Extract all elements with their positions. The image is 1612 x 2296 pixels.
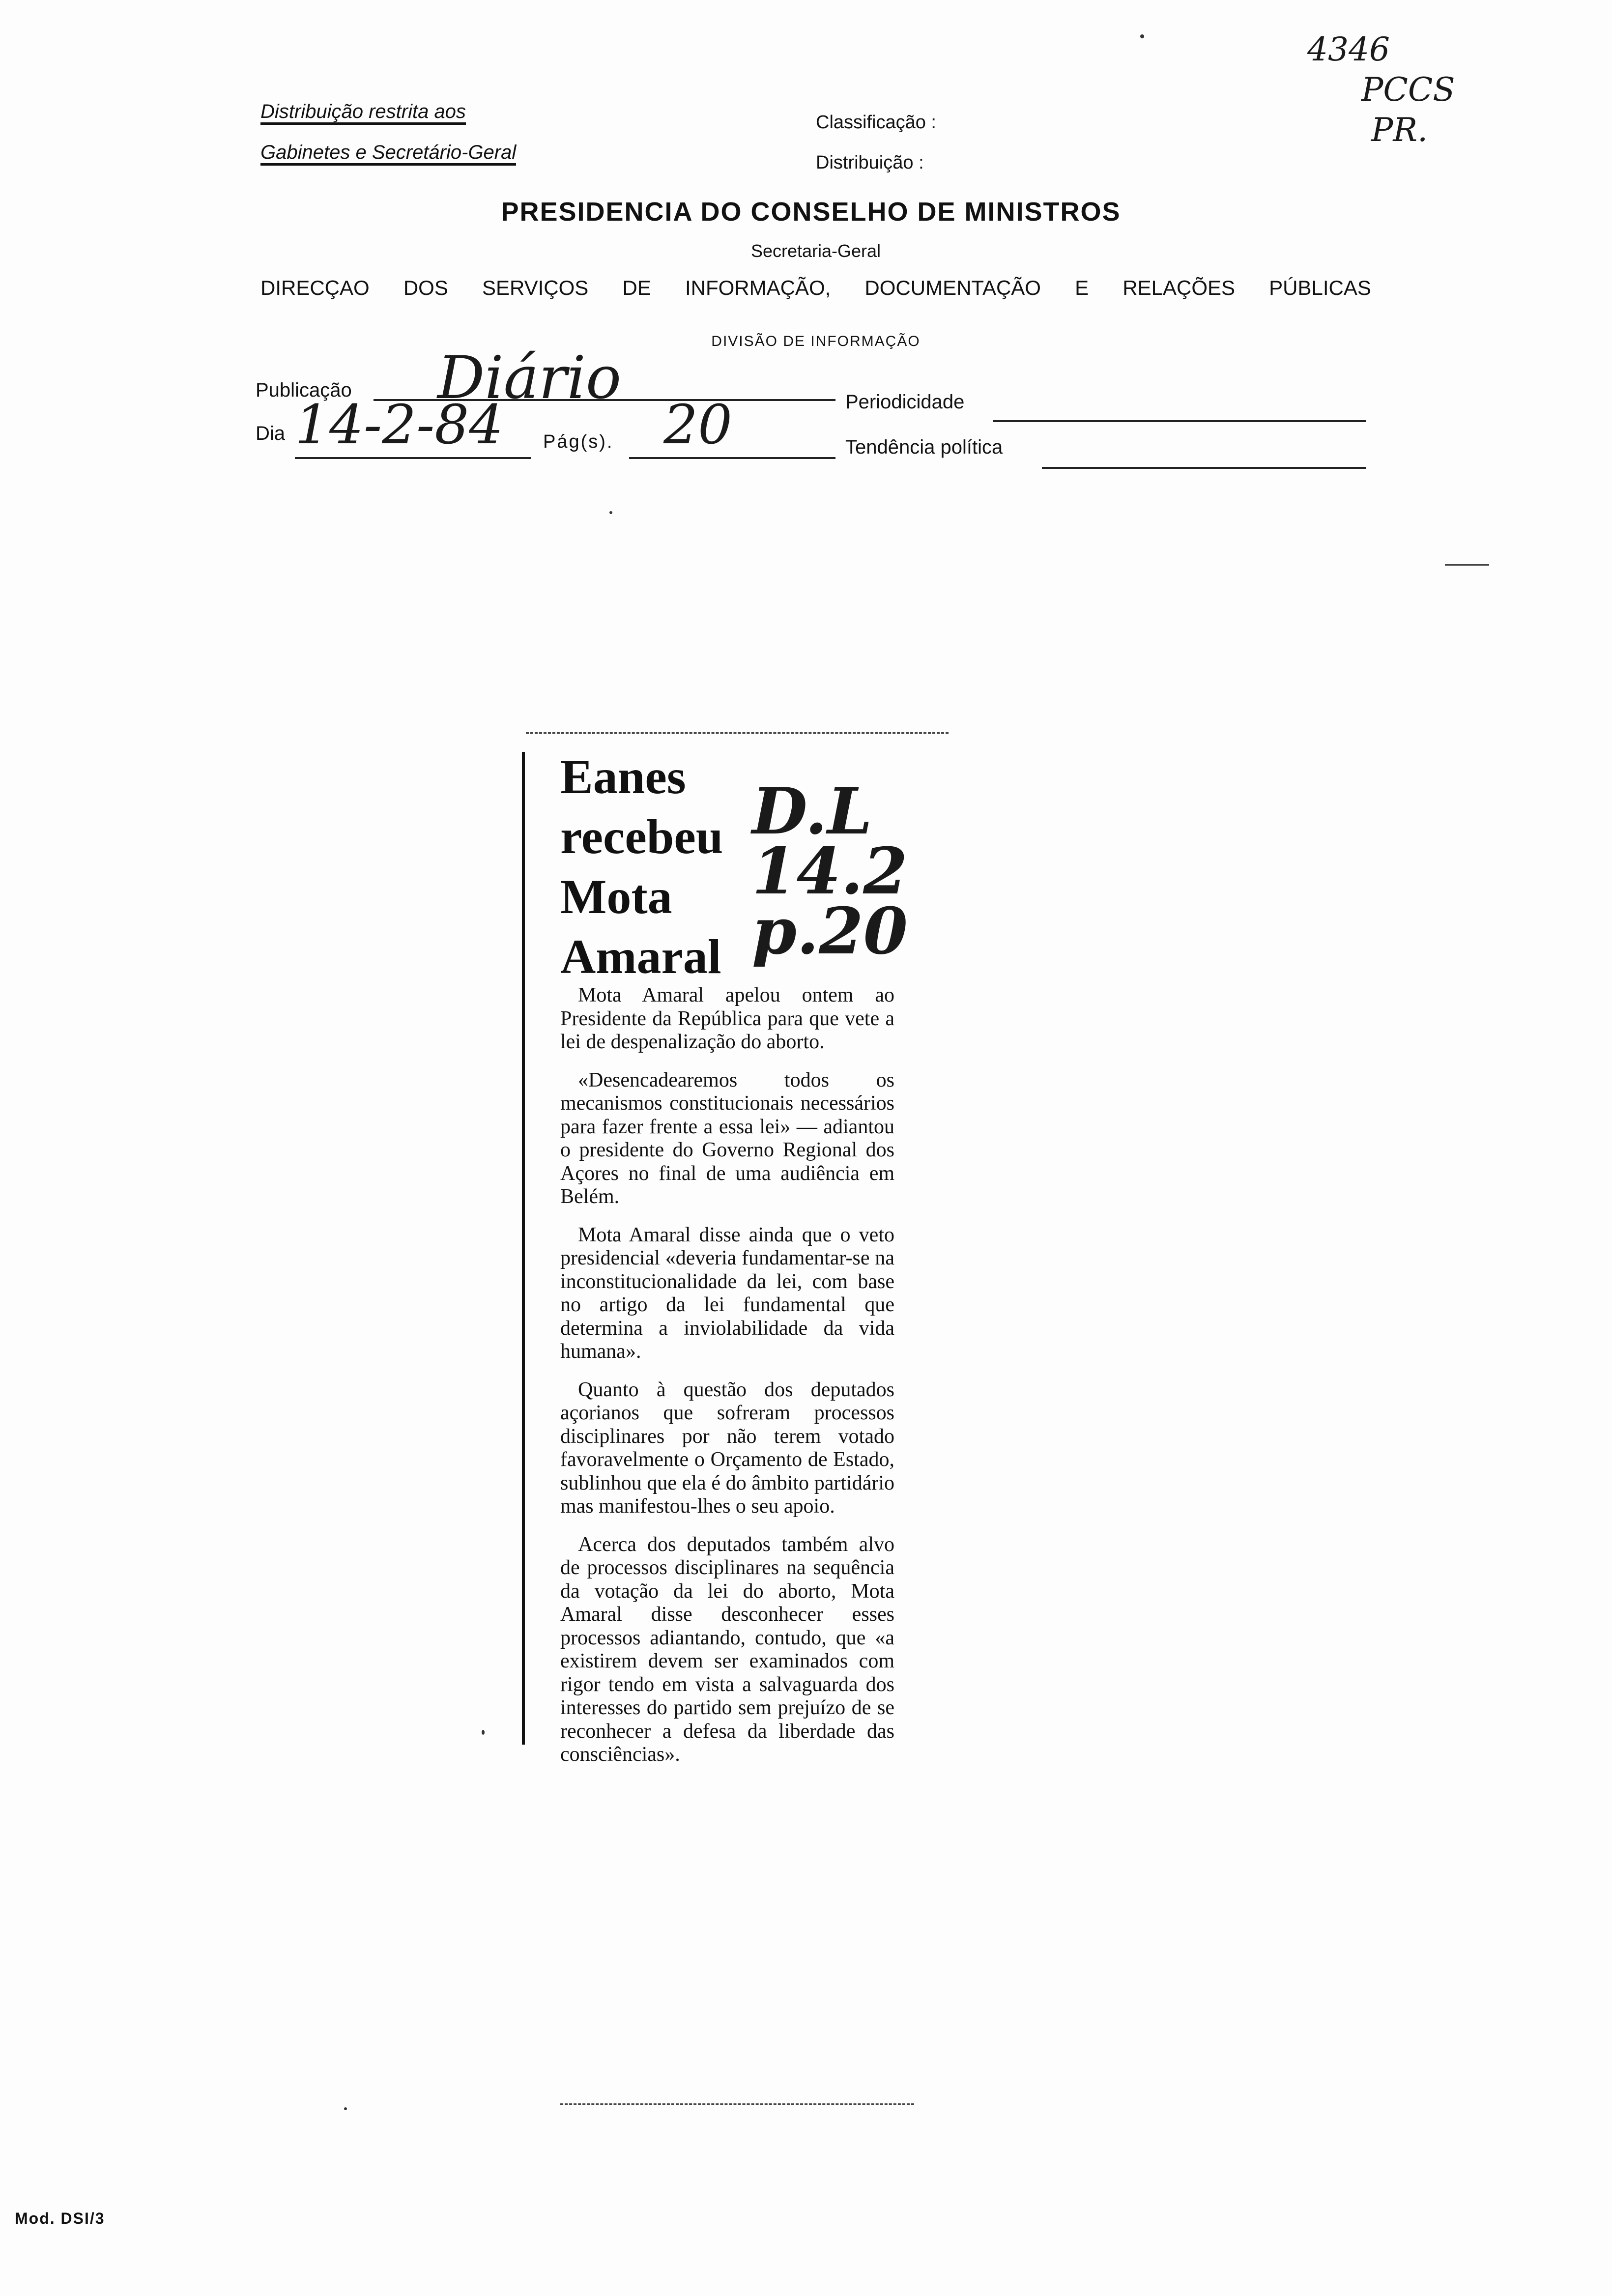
clipping-body <box>560 984 894 1781</box>
directorate-word: INFORMAÇÃO, <box>685 276 831 299</box>
article-paragraph: «Desencadearemos todos os mecanismos constitucionais necessários para fazer frente a essa lei» — adiantou o presidente do Governo Regional dos Açores no final de uma audiência em Belém. <box>560 1068 894 1208</box>
directorate-word: DE <box>622 276 651 299</box>
classification-label: Classificação : <box>816 112 936 133</box>
directorate-word: PÚBLICAS <box>1269 276 1371 299</box>
directorate-word: RELAÇÕES <box>1123 276 1236 299</box>
distribution-label: Distribuição : <box>816 152 924 173</box>
headline-line: recebeu <box>560 809 723 864</box>
handwritten-note-line1: 4346 <box>1307 30 1390 68</box>
handwritten-note-line3: PR. <box>1371 111 1428 149</box>
clipping-ref-line: D.L <box>752 774 872 849</box>
clipping-top-edge <box>526 732 949 734</box>
headline-line: Amaral <box>560 929 721 984</box>
periodicity-field-line <box>993 420 1366 422</box>
directorate-line <box>260 276 1371 300</box>
scan-mark <box>1445 564 1489 566</box>
division-title: DIVISÃO DE INFORMAÇÃO <box>711 333 921 349</box>
article-paragraph: Quanto à questão dos deputados açorianos que sofreram processos disciplinares por não terem votado favoravelmente o Orçamento de Estado, sublinhou que ela é do âmbito partidário mas manifestou-lhes o seu apoio. <box>560 1378 894 1518</box>
scan-speck <box>344 2107 347 2110</box>
clipping-headline <box>560 747 723 987</box>
handwritten-reference-note <box>1307 29 1514 150</box>
institution-title: PRESIDENCIA DO CONSELHO DE MINISTROS <box>501 197 1121 227</box>
tendency-field-line <box>1042 467 1366 469</box>
pages-field-line <box>629 457 835 459</box>
article-paragraph: Acerca dos deputados também alvo de processos disciplinares na sequência da votação da lei do aborto, Mota Amaral disse desconhecer esses processos adiantando, contudo, que «a existirem devem ser examinados com rigor tendo em vista a salvaguarda dos interesses do partido sem prejuízo de se reconhecer a defesa da liberdade das consciências». <box>560 1533 894 1766</box>
directorate-word: DOCUMENTAÇÃO <box>864 276 1041 299</box>
scan-speck <box>609 511 612 514</box>
clipping-ref-line: p.20 <box>752 893 908 969</box>
clipping-bottom-edge <box>560 2103 914 2105</box>
clipping-ref-line: 14.2 <box>752 833 908 909</box>
cabinets-text: Gabinetes e Secretário-Geral <box>260 142 516 166</box>
form-code: Mod. DSI/3 <box>15 2210 105 2227</box>
periodicity-label: Periodicidade <box>845 391 965 413</box>
article-paragraph: Mota Amaral apelou ontem ao Presidente da República para que vete a lei de despenalização do aborto. <box>560 984 894 1053</box>
scan-speck <box>482 1730 485 1735</box>
pages-value: 20 <box>663 393 732 456</box>
pages-label: Pág(s). <box>543 431 614 452</box>
day-label: Dia <box>256 423 286 444</box>
directorate-word: DOS <box>403 276 448 299</box>
scan-speck <box>1140 34 1144 38</box>
clipping-column-rule <box>522 752 525 1745</box>
publication-value: Diário <box>437 344 622 412</box>
distribution-restricted-line1 <box>260 101 466 123</box>
distribution-restricted-line2 <box>260 142 516 164</box>
handwritten-note-line2: PCCS <box>1361 71 1455 109</box>
headline-line: Eanes <box>560 749 686 804</box>
directorate-word: SERVIÇOS <box>482 276 589 299</box>
directorate-word: E <box>1075 276 1089 299</box>
day-value: 14-2-84 <box>295 393 504 456</box>
tendency-label: Tendência política <box>845 436 1003 458</box>
headline-line: Mota <box>560 869 672 924</box>
clipping-handwritten-reference <box>752 774 908 969</box>
secretariat-subtitle: Secretaria-Geral <box>750 241 881 261</box>
publication-label: Publicação <box>256 379 352 401</box>
distribution-restricted-text: Distribuição restrita aos <box>260 101 466 125</box>
article-paragraph: Mota Amaral disse ainda que o veto presidencial «deveria fundamentar-se na inconstitucionalidade da lei, com base no artigo da lei fundamental que determina a inviolabilidade da vida humana». <box>560 1223 894 1363</box>
directorate-word: DIRECÇAO <box>260 276 370 299</box>
day-field-line <box>295 457 531 459</box>
